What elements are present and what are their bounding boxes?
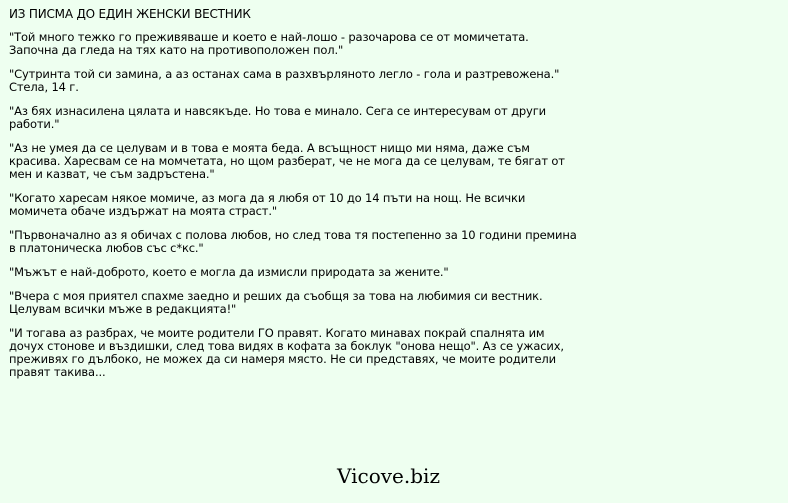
quote-paragraph: "Първоначално аз я обичах с полова любов, но след това тя постепенно за 10 години премина в платоническа любов със с*кс." (9, 228, 577, 255)
quote-paragraph: "Сутринта той си замина, а аз останах сама в разхвърляното легло - гола и разтревожена." Стела, 14 г. (9, 67, 560, 94)
quote-paragraph: "Когато харесам някое момиче, аз мога да я любя от 10 до 14 пъти на нощ. Не всички момичета обаче издържат на моята страст." (9, 191, 526, 218)
quote-paragraph: "Той много тежко го преживяваше и което е най-лошо - разочарова се от момичетата. Започна да гледа на тях като на противоположен пол." (9, 30, 529, 57)
quote-paragraph: "Мъжът е най-доброто, което е могла да измисли природата за жените." (9, 265, 449, 279)
quote-paragraph: "Аз бях изнасилена цялата и навсякъде. Но това е минало. Сега се интересувам от други работи." (9, 104, 546, 131)
article-title: ИЗ ПИСМА ДО ЕДИН ЖЕНСКИ ВЕСТНИК (9, 7, 251, 21)
quote-paragraph: "Вчера с моя приятел спахме заедно и реших да съобщя за това на любимия си вестник. Целувам всички мъже в редакцията!" (9, 289, 543, 316)
article (9, 7, 577, 390)
site-watermark: Vicove.biz (337, 464, 440, 488)
quote-paragraph: "И тогава аз разбрах, че моите родители ГО правят. Когато минавах покрай спалнята им дочух стонове и въздишки, след това видях в кофата за боклук "онова нещо". Аз се ужасих, преживях го дълбоко, не можех да си намеря място. Не си представях, че моите родители правят такива... (9, 326, 564, 379)
quote-paragraph: "Аз не умея да се целувам и в това е моята беда. А всъщност нищо ми няма, даже съм красива. Харесвам се на момчетата, но щом разберат, че не мога да се целувам, те бягат от мен и казват, че съм задръстена." (9, 141, 565, 181)
